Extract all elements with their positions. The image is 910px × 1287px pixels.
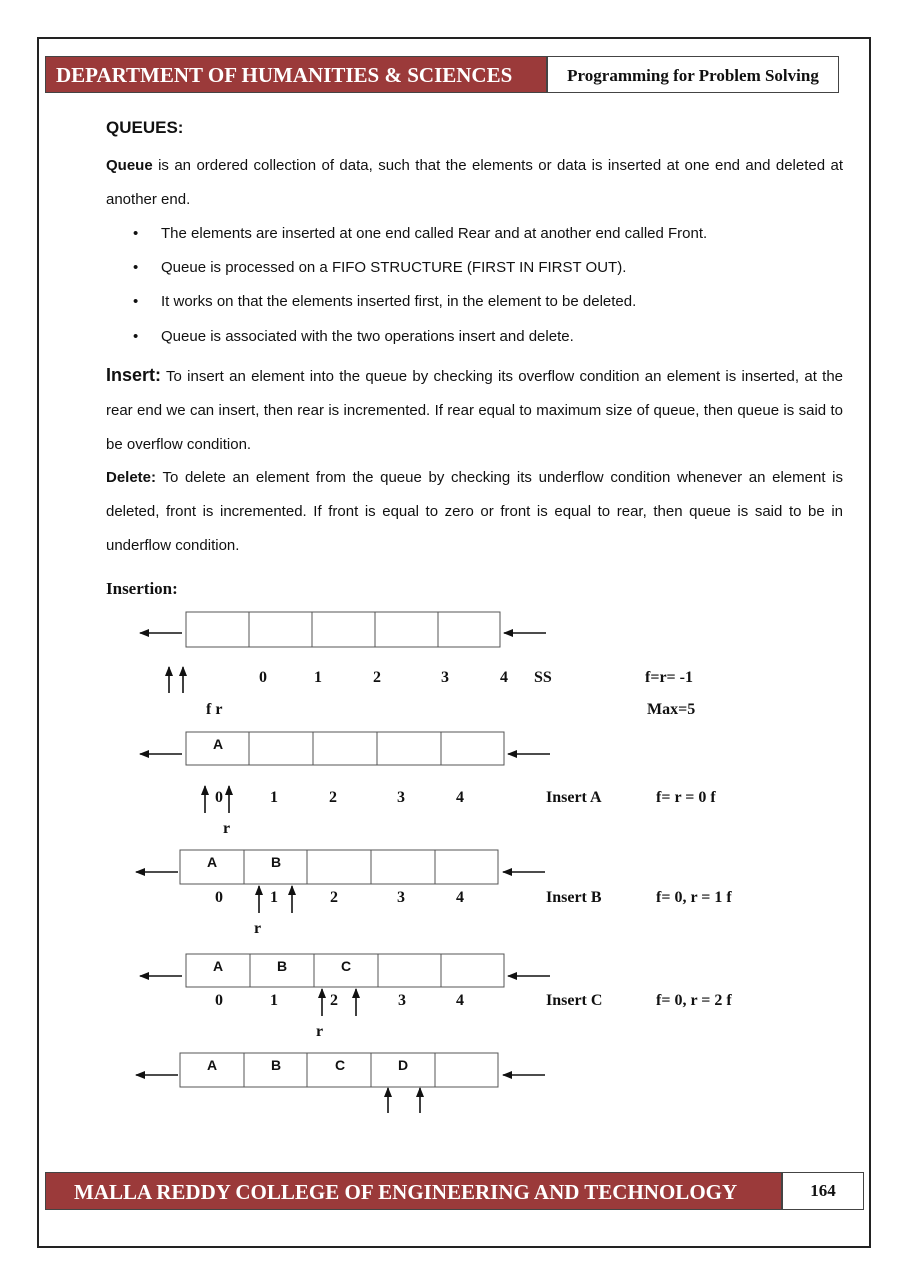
queue-cell xyxy=(375,612,438,647)
cell-value: A xyxy=(213,736,224,752)
queue-cell xyxy=(435,1053,498,1087)
section-title: QUEUES: xyxy=(106,118,184,137)
cell-value: C xyxy=(341,958,352,974)
queue-cell xyxy=(435,850,498,884)
intro-text: is an ordered collection of data, such that the elements or data is inserted at one end and deleted at another end. xyxy=(106,157,843,208)
condition-label: f= 0, r = 2 f xyxy=(656,992,732,1009)
rear-label: r xyxy=(254,920,262,937)
bullet-text: It works on that the elements inserted first, in the element to be deleted. xyxy=(161,293,637,310)
condition-label: f=r= -1 xyxy=(645,669,693,686)
cell-value: B xyxy=(271,1057,282,1073)
operation-label: Insert B xyxy=(546,889,602,906)
bullet-text: Queue is processed on a FIFO STRUCTURE (FIRST IN FIRST OUT). xyxy=(161,259,627,276)
queue-cell xyxy=(377,732,441,765)
rear-label: r xyxy=(223,820,231,837)
index-label: 1 xyxy=(270,889,278,906)
queue-cell xyxy=(186,612,249,647)
index-label: 2 xyxy=(373,669,381,686)
queue-cell xyxy=(441,732,504,765)
queue-state-insert-a xyxy=(140,732,716,837)
index-label: 4 xyxy=(456,992,464,1009)
index-label: 0 xyxy=(215,789,223,806)
index-label: 4 xyxy=(500,669,508,686)
delete-term: Delete: xyxy=(106,469,157,486)
index-label: 0 xyxy=(215,992,223,1009)
queue-cell xyxy=(441,954,504,987)
queue-cell xyxy=(307,850,371,884)
queue-cell xyxy=(378,954,441,987)
intro-term: Queue xyxy=(106,157,153,174)
insert-text: To insert an element into the queue by checking its overflow condition an element is inserted, at the rear end we can insert, then rear is incremented. If rear equal to maximum size of queue, then queue is said to be overflow condition. xyxy=(106,368,843,453)
index-label: 2 xyxy=(329,789,337,806)
cell-value: B xyxy=(277,958,288,974)
bullet-dot: • xyxy=(133,259,139,276)
queue-cell xyxy=(438,612,500,647)
index-label: 2 xyxy=(330,889,338,906)
cell-value: C xyxy=(335,1057,346,1073)
index-label: 3 xyxy=(398,992,406,1009)
max-label: Max=5 xyxy=(647,701,696,718)
condition-label: f= 0, r = 1 f xyxy=(656,889,732,906)
index-label: 4 xyxy=(456,889,464,906)
bullet-dot: • xyxy=(133,293,139,310)
queue-state-empty xyxy=(140,612,695,718)
index-label: 0 xyxy=(259,669,267,686)
queue-state-insert-d xyxy=(136,1053,545,1113)
index-label: 3 xyxy=(397,889,405,906)
fr-label: f r xyxy=(206,701,223,718)
cell-value: A xyxy=(213,958,224,974)
index-label: 4 xyxy=(456,789,464,806)
page-number: 164 xyxy=(782,1172,864,1210)
bullet-text: The elements are inserted at one end called Rear and at another end called Front. xyxy=(161,225,708,242)
queue-state-insert-c xyxy=(140,954,732,1040)
index-label: 1 xyxy=(314,669,322,686)
index-label: 1 xyxy=(270,992,278,1009)
index-label: 2 xyxy=(330,992,338,1009)
bullet-text: Queue is associated with the two operations insert and delete. xyxy=(161,328,574,345)
queue-cell xyxy=(313,732,377,765)
index-label: 3 xyxy=(397,789,405,806)
footer-college: MALLA REDDY COLLEGE OF ENGINEERING AND TECHNOLOGY xyxy=(45,1172,782,1210)
cell-value: B xyxy=(271,854,282,870)
queue-state-insert-b xyxy=(136,850,732,937)
queue-cell xyxy=(312,612,375,647)
cell-value: A xyxy=(207,854,218,870)
operation-label: Insert C xyxy=(546,992,603,1009)
rear-label: r xyxy=(316,1023,324,1040)
insert-term: Insert: xyxy=(106,365,162,385)
cell-value: D xyxy=(398,1057,409,1073)
bullet-dot: • xyxy=(133,328,139,345)
queue-cell xyxy=(371,850,435,884)
ss-label: SS xyxy=(534,669,552,686)
index-label: 0 xyxy=(215,889,223,906)
queue-cell xyxy=(249,732,313,765)
bullet-dot: • xyxy=(133,225,139,242)
insertion-label: Insertion: xyxy=(106,579,178,598)
queue-cell xyxy=(249,612,312,647)
cell-value: A xyxy=(207,1057,218,1073)
index-label: 3 xyxy=(441,669,449,686)
header-course: Programming for Problem Solving xyxy=(547,56,839,93)
delete-text: To delete an element from the queue by checking its underflow condition whenever an element is deleted, front is incremented. If front is equal to zero or front is equal to rear, then queue is said to be in underflow condition. xyxy=(106,469,843,554)
operation-label: Insert A xyxy=(546,789,602,806)
header-department: DEPARTMENT OF HUMANITIES & SCIENCES xyxy=(45,56,547,93)
index-label: 1 xyxy=(270,789,278,806)
condition-label: f= r = 0 f xyxy=(656,789,716,806)
